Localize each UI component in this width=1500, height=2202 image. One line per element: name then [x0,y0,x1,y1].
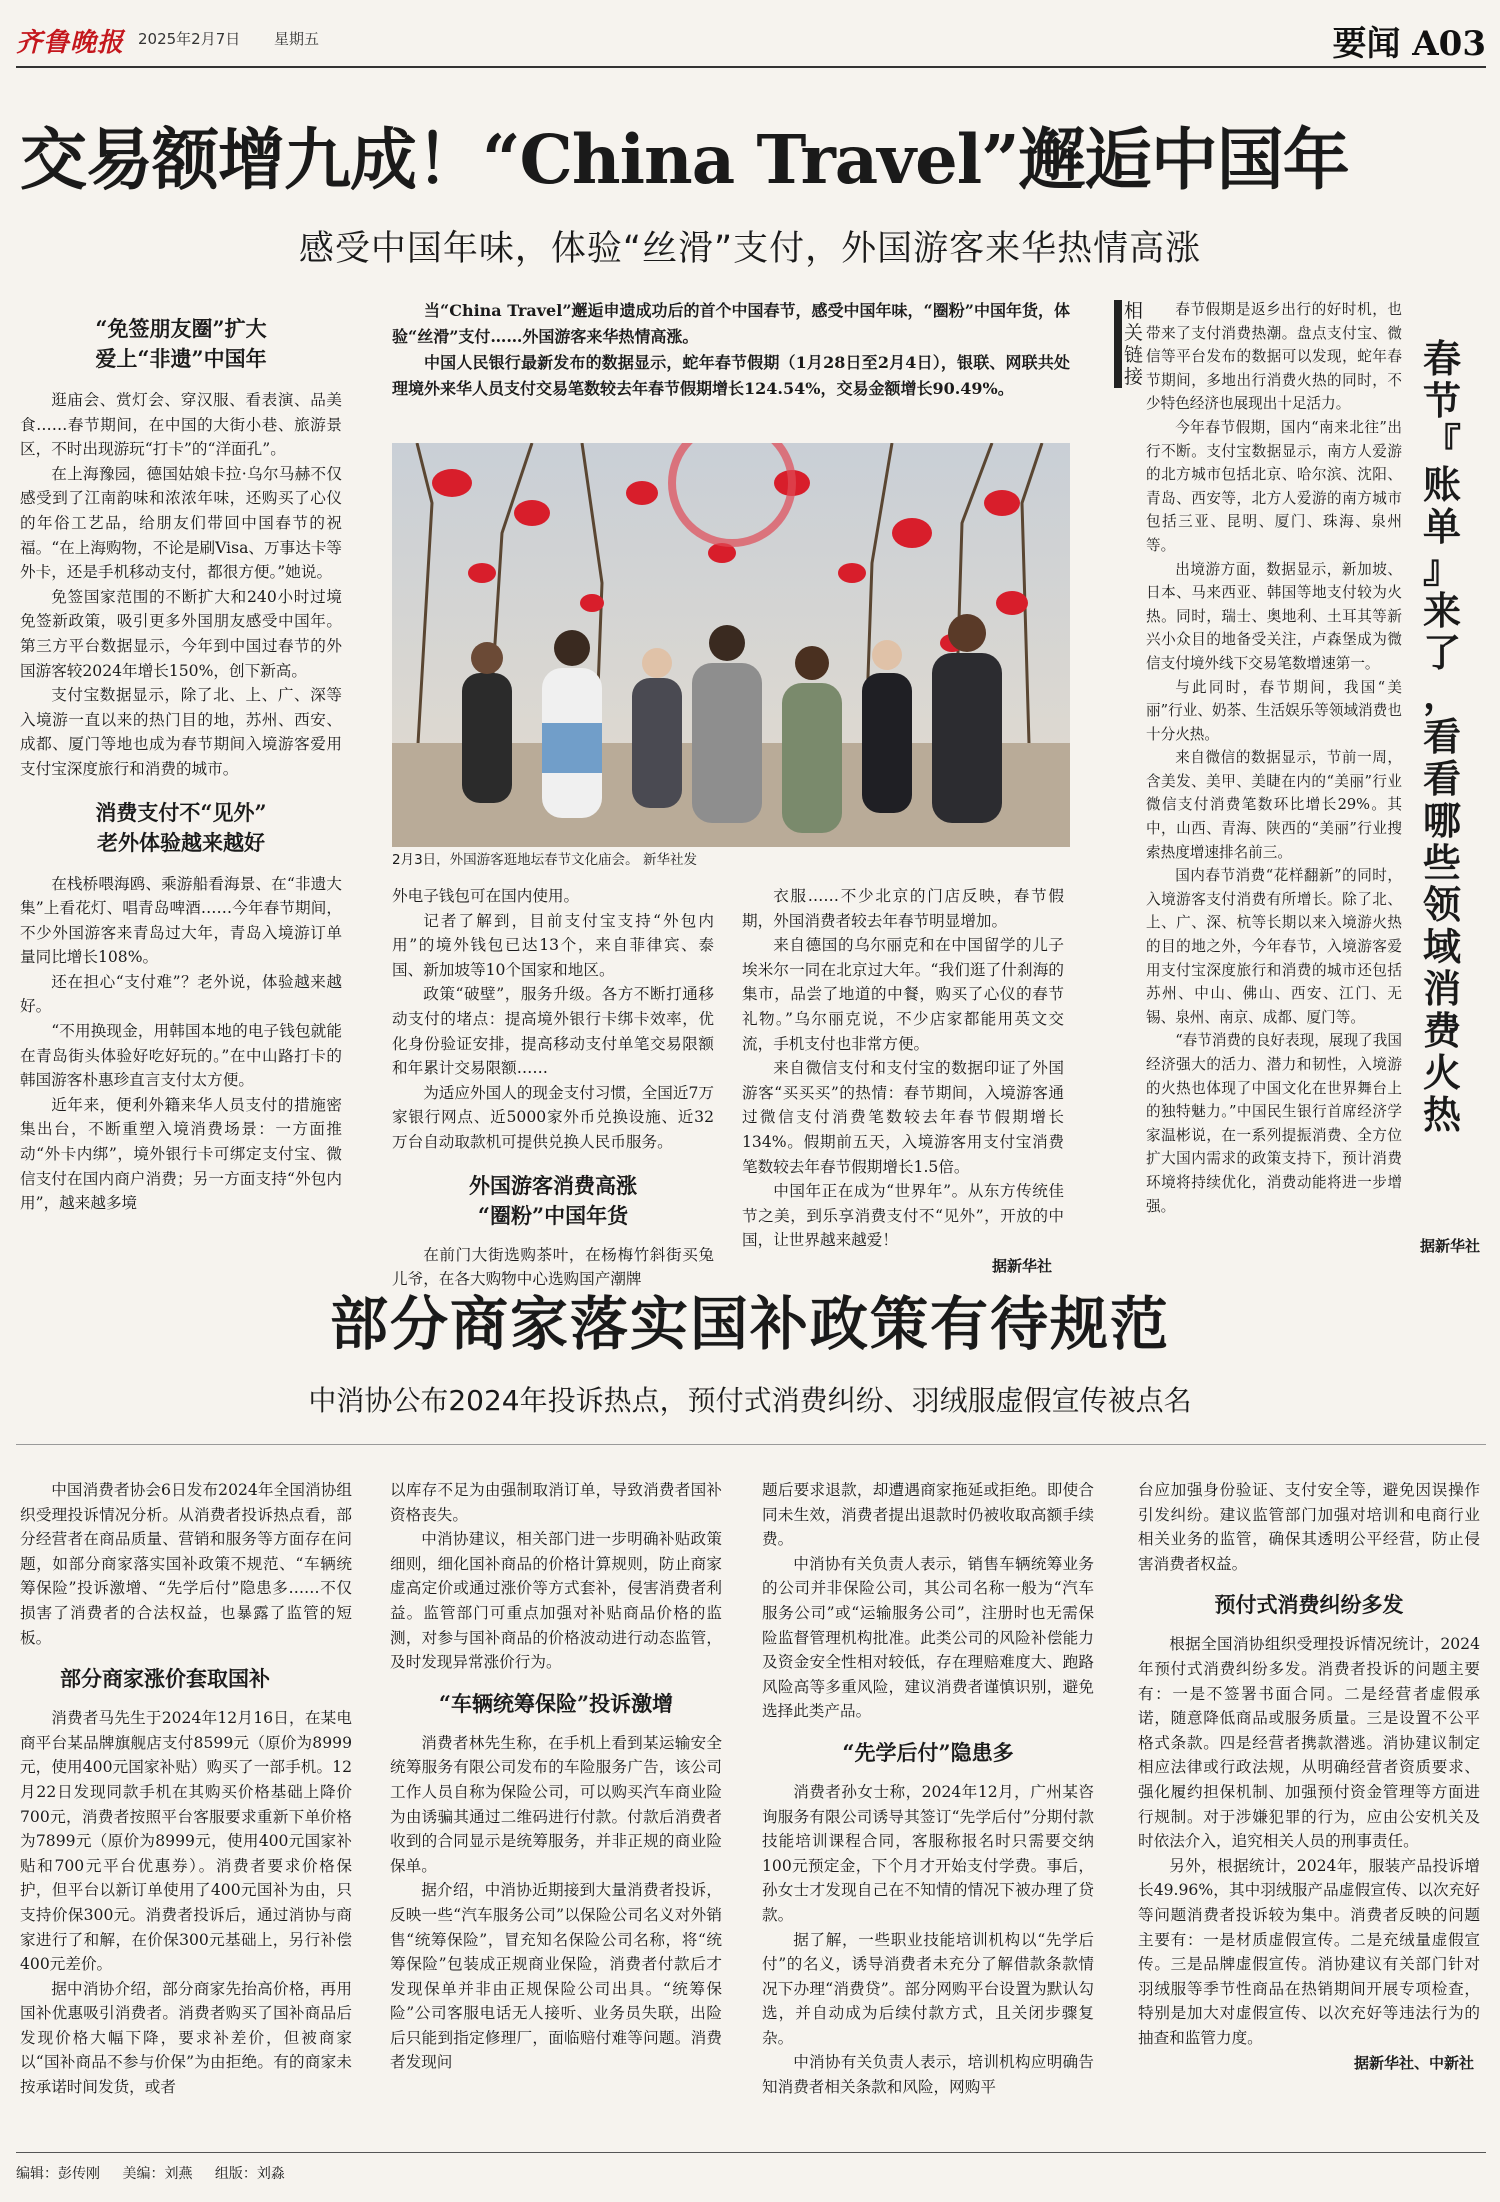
story1-column-2 [392,884,714,1292]
paragraph: 台应加强身份验证、支付安全等，避免因误操作引发纠纷。建议监管部门加强对培训和电商行业相关业务的监管，确保其透明公平经营，防止侵害消费者权益。 [1138,1481,1480,1573]
paragraph: 春节假期是返乡出行的好时机，也带来了支付消费热潮。盘点支付宝、微信等平台发布的数据可以发现，蛇年春节期间，多地出行消费火热的同时，不少特色经济也展现出十足活力。 [1146,301,1402,413]
masthead [16,14,1486,68]
paragraph: 据中消协介绍，部分商家先抬高价格，再用国补优惠吸引消费者。消费者购买了国补商品后发现价格大幅下降，要求补差价，但被商家以“国补商品不参与价保”为由拒绝。有的商家未按承诺时间发货，或者 [20,1979,352,2097]
paragraph: 在上海豫园，德国姑娘卡拉·乌尔马赫不仅感受到了江南韵味和浓浓年味，还购买了心仪的年俗工艺品，给朋友们带回中国春节的祝福。“在上海购物，不论是刷Visa、万事达卡等外卡，还是手机移动支付，都很方便。”她说。 [20,464,342,582]
issue-date: 2025年2月7日 [138,30,241,48]
subhead-shopping: 外国游客消费高涨 “圈粉”中国年货 [469,1172,637,1228]
story2-credit: 据新华社、中新社 [1353,2054,1474,2073]
body-shopping-cont [742,884,1064,1253]
story2-column-4 [1138,1478,1480,2073]
story1-credit: 据新华社 [991,1256,1052,1275]
paragraph: 消费者孙女士称，2024年12月，广州某咨询服务有限公司诱导其签订“先学后付”分期付款技能培训课程合同，客服称报名时只需要交纳100元预定金，下个月才开始支付学费。事后，孙女士才发现自己在不知情的情况下被办理了贷款。 [762,1782,1094,1924]
divider [16,1444,1486,1445]
paragraph: 支付宝数据显示，除了北、上、广、深等入境游一直以来的热门目的地，苏州、西安、成都、厦门等地也成为春节期间入境游客爱用支付宝深度旅行和消费的城市。 [20,686,342,778]
story1-column-3 [742,884,1064,1276]
paragraph: 消费者林先生称，在手机上看到某运输安全统筹服务有限公司发布的车险服务广告，该公司工作人员自称为保险公司，可以购买汽车商业险为由诱骗其通过二维码进行付款。付款后消费者收到的合同显示是统筹服务，并非正规的商业险保单。 [390,1733,722,1875]
related-body [1146,298,1402,1218]
paragraph: “春节消费的良好表现，展现了我国经济强大的活力、潜力和韧性，入境游的火热也体现了中国文化在世界舞台上的独特魅力。”中国民生银行首席经济学家温彬说，在一系列提振消费、全方位扩大国内需求的政策支持下，预计消费环境将持续优化，消费动能将进一步增强。 [1146,1032,1402,1215]
issue-weekday: 星期五 [274,30,320,48]
paragraph: 当“China Travel”邂逅申遗成功后的首个中国春节，感受中国年味，“圈粉”中国年货，体验“丝滑”支付……外国游客来华热情高涨。 [392,301,1070,346]
story1-intro [392,298,1070,402]
body-vehicle-cont [762,1478,1094,1724]
paragraph: “不用换现金，用韩国本地的电子钱包就能在青岛街头体验好吃好玩的。”在中山路打卡的韩国游客朴惠珍直言支付太方便。 [20,1022,342,1090]
related-article [1146,298,1402,1218]
paragraph: 据介绍，中消协近期接到大量消费者投诉，反映一些“汽车服务公司”以保险公司名义对外销售“统筹保险”，冒充知名保险公司名称，将“统筹保险”包装成正规商业保险，消费者付款后才发现保单并非由正规保险公司出具。“统筹保险”公司客服电话无人接听、业务员失联，出险后只能到指定修理厂，面临赔付难等问题。消费者发现问 [390,1881,722,2072]
subhead-visa-free: “免签朋友圈”扩大 爱上“非遗”中国年 [95,316,267,371]
related-link-label: 相 关 链 接 [1114,300,1140,388]
paragraph: 根据全国消协组织受理投诉情况统计，2024年预付式消费纠纷多发。消费者投诉的问题主要有：一是不签署书面合同。二是经营者虚假承诺，随意降低商品或服务质量。三是设置不公平格式条款。四是经营者携款潜逃。消协建议制定相应法律或行政法规，从明确经营者资质要求、强化履约担保机制、加强预付资金管理等方面进行规制。对于涉嫌犯罪的行为，应由公安机关及时依法介入，追究相关人员的刑事责任。 [1138,1635,1480,1851]
paragraph: 中消协有关负责人表示，销售车辆统筹业务的公司并非保险公司，其公司名称一般为“汽车服务公司”或“运输服务公司”，注册时也无需保险监督管理机构批准。此类公司的风险补偿能力及资金安全性相对较低，存在理赔难度大、跑路风险高等多重风险，建议消费者谨慎识别，避免选择此类产品。 [762,1554,1094,1721]
section-page-label: 要闻 A03 [1332,24,1486,64]
designer-credit: 美编：刘燕 [122,2166,193,2182]
story2-column-2 [390,1478,722,2075]
paragraph: 来自德国的乌尔丽克和在中国留学的儿子埃米尔一同在北京过大年。“我们逛了什刹海的集市，品尝了地道的中餐，购买了心仪的春节礼物。”乌尔丽克说，不少店家都能用英文交流，手机支付也非常方便。 [742,936,1064,1053]
paragraph: 中消协有关负责人表示，培训机构应明确告知消费者相关条款和风险，网购平 [762,2053,1094,2097]
paragraph: 据了解，一些职业技能培训机构以“先学后付”的名义，诱导消费者未充分了解借款条款情况下办理“消费贷”。部分网购平台设置为默认勾选，并自动成为后续付款方式，且关闭步骤复杂。 [762,1930,1094,2047]
body-vehicle-insurance [390,1731,722,2075]
story2-column-1 [20,1478,352,2100]
body-price-gouging [20,1706,352,2100]
photo-caption: 2月3日，外国游客逛地坛春节文化庙会。 新华社发 [392,852,697,868]
subhead-prepaid: 预付式消费纠纷多发 [1214,1592,1404,1618]
footer-credits [16,2152,1486,2183]
paragraph: 另外，根据统计，2024年，服装产品投诉增长49.96%，其中羽绒服产品虚假宣传、以次充好等问题消费者投诉较为集中。消费者反映的问题主要有：一是材质虚假宣传。二是充绒量虚假宣传。三是品牌虚假宣传。消协建议有关部门针对羽绒服等季节性商品在热销期间开展专项检查，特别是加大对虚假宣传、以次充好等违法行为的抽查和监管力度。 [1138,1856,1480,2047]
main-headline: 交易额增九成！“China Travel”邂逅中国年 [20,120,1349,199]
body-price-cont [390,1478,722,1675]
paragraph: 逛庙会、赏灯会、穿汉服、看表演、品美食……春节期间，在中国的大街小巷、旅游景区，不时出现游玩“打卡”的“洋面孔”。 [20,391,342,459]
paragraph: 以库存不足为由强制取消订单，导致消费者国补资格丧失。 [390,1481,722,1524]
paragraph: 为适应外国人的现金支付习惯，全国近7万家银行网点、近5000家外币兑换设施、近32万台自动取款机可提供兑换人民币服务。 [392,1083,714,1151]
paragraph: 中国年正在成为“世界年”。从东方传统佳节之美，到乐享消费支付不“见外”，开放的中国，让世界越来越爱！ [742,1182,1064,1250]
paragraph: 与此同时，春节期间，我国“美丽”行业、奶茶、生活娱乐等领域消费也十分火热。 [1146,678,1402,743]
paragraph: 出境游方面，数据显示，新加坡、日本、马来西亚、韩国等地支付较为火热。同时，瑞士、奥地利、土耳其等新兴小众目的地备受关注，卢森堡成为微信支付境外线下交易笔数增速第一。 [1146,560,1402,672]
intro-text [392,298,1070,402]
paragraph: 题后要求退款，却遭遇商家拖延或拒绝。即使合同未生效，消费者提出退款时仍被收取高额手续费。 [762,1481,1094,1549]
proof-credit: 组版：刘淼 [214,2166,285,2182]
subhead-vehicle-insurance: “车辆统筹保险”投诉激增 [438,1690,674,1716]
paragraph: 外电子钱包可在国内使用。 [392,887,580,905]
story2-lead [20,1478,352,1650]
paragraph: 政策“破壁”，服务升级。各方不断打通移动支付的堵点：提高境外银行卡绑卡效率，优化身份验证安排，提高移动支付单笔交易限额和年累计交易限额…… [392,985,714,1078]
story1-column-1 [20,300,342,1216]
body-payment [20,872,342,1216]
paragraph: 中消协建议，相关部门进一步明确补贴政策细则，细化国补商品的价格计算规则，防止商家虚高定价或通过涨价等方式套补，侵害消费者利益。监管部门可重点加强对补贴商品价格的监测，对参与国补商品的价格波动进行动态监管，及时发现异常涨价行为。 [390,1530,722,1672]
related-vertical-title: 春 节 『 账 单 』 来 了 ， 看 看 哪 些 领 域 消 费 火 热 [1422,336,1461,1137]
body-payment-cont [392,884,714,1155]
subhead-learn-first-pay-later: “先学后付”隐患多 [842,1739,1014,1765]
news-photo [392,443,1070,847]
paragraph: 衣服……不少北京的门店反映，春节假期，外国消费者较去年春节明显增加。 [742,887,1064,930]
subhead-price-gouging: 部分商家涨价套取国补 [60,1666,270,1692]
newspaper-logo: 齐鲁晚报 [16,28,125,58]
paragraph: 来自微信支付和支付宝的数据印证了外国游客“买买买”的热情：春节期间，入境游客通过微信支付消费笔数较去年春节假期增长134%。假期前五天，入境游客用支付宝消费笔数较去年春节假期增长1.5倍。 [742,1059,1064,1176]
story2-column-3 [762,1478,1094,2100]
body-shopping [392,1243,714,1292]
paragraph: 免签国家范围的不断扩大和240小时过境免签新政策，吸引更多外国朋友感受中国年。第三方平台数据显示，今年到中国过春节的外国游客较2024年增长150%，创下新高。 [20,587,342,680]
editor-credit: 编辑：彭传刚 [16,2166,100,2182]
body-visa-free [20,388,342,782]
paragraph: 国内春节消费“花样翻新”的同时，入境游客支付消费有所增长。除了北、上、广、深、杭等长期以来入境游火热的目的地之外，今年春节，入境游客爱用支付宝深度旅行和消费的城市还包括苏州、中山、佛山、西安、江门、无锡、泉州、南京、成都、厦门等。 [1146,867,1402,1026]
body-learn-first-pay-later [762,1780,1094,2100]
subhead-payment: 消费支付不“见外” 老外体验越来越好 [95,799,267,855]
paragraph: 中国消费者协会6日发布2024年全国消协组织受理投诉情况分析。从消费者投诉热点看，部分经营者在商品质量、营销和服务等方面存在问题，如部分商家落实国补政策不规范、“车辆统筹保险”投诉激增、“先学后付”隐患多……不仅损害了消费者的合法权益，也暴露了监管的短板。 [20,1481,352,1647]
paragraph: 中国人民银行最新发布的数据显示，蛇年春节假期（1月28日至2月4日），银联、网联共处理境外来华人员支付交易笔数较去年春节假期增长124.54%，交易金额增长90.49%。 [392,353,1070,398]
body-learn-cont [1138,1478,1480,1576]
main-subheadline: 感受中国年味，体验“丝滑”支付，外国游客来华热情高涨 [298,229,1202,269]
paragraph: 还在担心“支付难”？老外说，体验越来越好。 [20,972,342,1016]
paragraph: 在前门大街选购茶叶，在杨梅竹斜街买兔儿爷，在各大购物中心选购国产潮牌 [392,1245,714,1289]
paragraph: 来自微信的数据显示，节前一周，含美发、美甲、美睫在内的“美丽”行业微信支付消费笔数环比增长29%。其中，山西、青海、陕西的“美丽”行业搜索热度增速排名前三。 [1146,749,1402,861]
paragraph: 近年来，便利外籍来华人员支付的措施密集出台，不断重塑入境消费场景：一方面推动“外卡内绑”，境外银行卡可绑定支付宝、微信支付在国内商户消费；另一方面支持“外包内用”，越来越多境 [20,1095,342,1213]
paragraph: 今年春节假期，国内“南来北往”出行不断。支付宝数据显示，南方人爱游的北方城市包括北京、哈尔滨、沈阳、青岛、西安等，北方人爱游的南方城市包括三亚、昆明、厦门、珠海、泉州等。 [1146,418,1402,554]
second-subheadline: 中消协公布2024年投诉热点，预付式消费纠纷、羽绒服虚假宣传被点名 [308,1384,1192,1417]
second-headline: 部分商家落实国补政策有待规范 [329,1290,1170,1358]
paragraph: 在栈桥喂海鸥、乘游船看海景、在“非遗大集”上看花灯、唱青岛啤酒……今年春节期间，不少外国游客来青岛过大年，青岛入境游订单量同比增长108%。 [20,874,342,967]
paragraph: 记者了解到，目前支付宝支持“外包内用”的境外钱包已达13个，来自菲律宾、泰国、新加坡等10个国家和地区。 [392,911,714,979]
related-credit: 据新华社 [1419,1237,1480,1255]
body-prepaid [1138,1632,1480,2050]
paragraph: 消费者马先生于2024年12月16日，在某电商平台某品牌旗舰店支付8599元（原价为8999元，使用400元国家补贴）购买了一部手机。12月22日发现同款手机在其购买价格基础上降价700元，消费者按照平台客服要求重新下单价格为7899元（原价为8999元，使用400元国家补贴和700元平台优惠券）。消费者要求价格保护，但平台以新订单使用了400元国补为由，只支持价保300元。消费者投诉后，通过消协与商家进行了和解，在价保300元基础上，另行补偿400元差价。 [20,1709,352,1974]
